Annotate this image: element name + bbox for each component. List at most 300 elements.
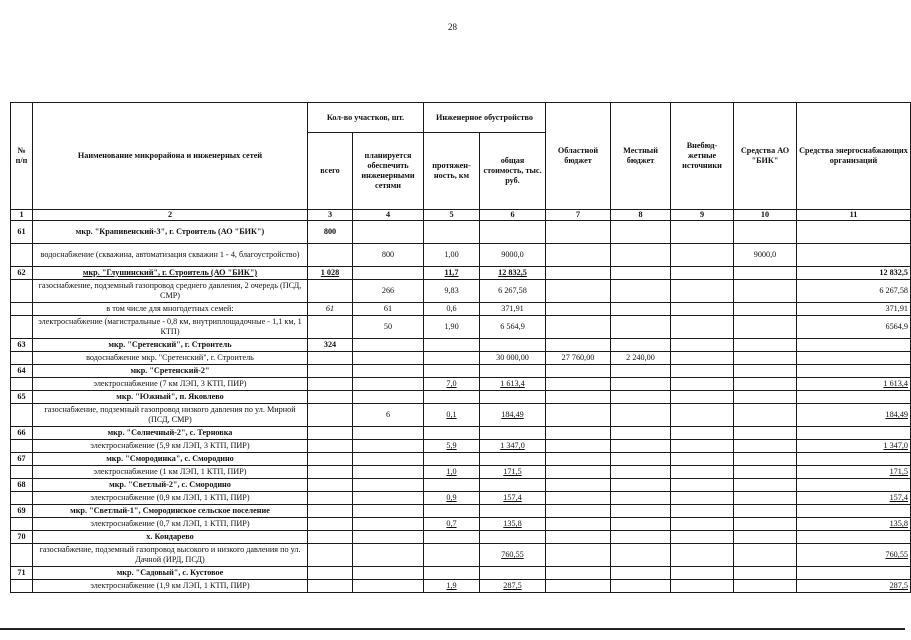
- header-name: Наименование микрорайона и инженерных сетей: [33, 103, 308, 210]
- row-name-cell: электроснабжение (магистральные - 0,8 км, внутриплощадочные - 1,1 км, 1 КТП): [33, 316, 308, 339]
- microdistrict-row: [11, 221, 911, 244]
- length-cell: [424, 567, 480, 580]
- row-number-cell: [11, 244, 33, 267]
- column-number: 9: [671, 210, 734, 221]
- sections-planned-cell: 50: [353, 316, 424, 339]
- column-number: 4: [353, 210, 424, 221]
- bik-funds-cell: [734, 303, 797, 316]
- bik-funds-cell: [734, 466, 797, 479]
- header-length: протяжен-ность, км: [424, 133, 480, 210]
- sections-total-cell: [308, 440, 353, 453]
- row-number-cell: 63: [11, 339, 33, 352]
- regional-budget-cell: [546, 544, 611, 567]
- local-budget-cell: [611, 544, 671, 567]
- energy-funds-cell: 157,4: [797, 492, 911, 505]
- cost-cell: [480, 531, 546, 544]
- row-number-cell: [11, 404, 33, 427]
- extrabudget-cell: [671, 378, 734, 391]
- row-name-cell: газоснабжение, подземный газопровод высокого и низкого давления по ул. Дачной (ИРД, ПСД): [33, 544, 308, 567]
- regional-budget-cell: [546, 280, 611, 303]
- extrabudget-cell: [671, 518, 734, 531]
- extrabudget-cell: [671, 531, 734, 544]
- sections-planned-cell: [353, 567, 424, 580]
- row-name-cell: х. Кондарево: [33, 531, 308, 544]
- microdistrict-row: [11, 453, 911, 466]
- regional-budget-cell: [546, 518, 611, 531]
- extrabudget-cell: [671, 453, 734, 466]
- sections-planned-cell: 800: [353, 244, 424, 267]
- sections-total-cell: [308, 316, 353, 339]
- local-budget-cell: [611, 365, 671, 378]
- sections-planned-cell: [353, 492, 424, 505]
- row-name-cell: электроснабжение (7 км ЛЭП, 3 КТП, ПИР): [33, 378, 308, 391]
- cost-cell: [480, 567, 546, 580]
- regional-budget-cell: [546, 580, 611, 593]
- cost-cell: 12 832,5: [480, 267, 546, 280]
- local-budget-cell: [611, 531, 671, 544]
- row-number-cell: 70: [11, 531, 33, 544]
- header-total: всего: [308, 133, 353, 210]
- extrabudget-cell: [671, 244, 734, 267]
- energy-funds-cell: [797, 479, 911, 492]
- sections-total-cell: [308, 391, 353, 404]
- length-cell: [424, 391, 480, 404]
- cost-cell: 6 564,9: [480, 316, 546, 339]
- bik-funds-cell: 9000,0: [734, 244, 797, 267]
- network-row: [11, 378, 911, 391]
- local-budget-cell: [611, 492, 671, 505]
- row-number-cell: [11, 518, 33, 531]
- cost-cell: 171,5: [480, 466, 546, 479]
- row-name-cell: электроснабжение (5,9 км ЛЭП, 3 КТП, ПИР): [33, 440, 308, 453]
- regional-budget-cell: [546, 479, 611, 492]
- row-name-cell: в том числе для многодетных семей:: [33, 303, 308, 316]
- page-bottom-rule: [0, 628, 905, 630]
- row-number-cell: 62: [11, 267, 33, 280]
- header-planned: планируется обеспечить инженерными сетями: [353, 133, 424, 210]
- row-number-cell: [11, 352, 33, 365]
- local-budget-cell: [611, 427, 671, 440]
- length-cell: 0,9: [424, 492, 480, 505]
- row-name-cell: водоснабжение мкр. "Сретенский", г. Строитель: [33, 352, 308, 365]
- network-row: [11, 404, 911, 427]
- extrabudget-cell: [671, 567, 734, 580]
- sections-total-cell: 1 028: [308, 267, 353, 280]
- header-bik: Средства АО "БИК": [734, 103, 797, 210]
- row-name-cell: мкр. "Глушинский", г. Строитель (АО "БИК"): [33, 267, 308, 280]
- local-budget-cell: [611, 244, 671, 267]
- row-name-cell: электроснабжение (0,7 км ЛЭП, 1 КТП, ПИР): [33, 518, 308, 531]
- local-budget-cell: [611, 391, 671, 404]
- bik-funds-cell: [734, 518, 797, 531]
- investment-table: [10, 102, 911, 593]
- sections-planned-cell: [353, 531, 424, 544]
- length-cell: 0,6: [424, 303, 480, 316]
- length-cell: [424, 544, 480, 567]
- sections-total-cell: [308, 531, 353, 544]
- extrabudget-cell: [671, 427, 734, 440]
- bik-funds-cell: [734, 391, 797, 404]
- extrabudget-cell: [671, 221, 734, 244]
- sections-total-cell: [308, 352, 353, 365]
- sections-total-cell: 324: [308, 339, 353, 352]
- length-cell: [424, 339, 480, 352]
- regional-budget-cell: [546, 505, 611, 518]
- header-sections-count: Кол-во участков, шт.: [308, 103, 424, 133]
- network-row: [11, 280, 911, 303]
- row-name-cell: электроснабжение (0,9 км ЛЭП, 1 КТП, ПИР): [33, 492, 308, 505]
- length-cell: 7,0: [424, 378, 480, 391]
- length-cell: [424, 531, 480, 544]
- sections-total-cell: [308, 280, 353, 303]
- extrabudget-cell: [671, 303, 734, 316]
- energy-funds-cell: 135,8: [797, 518, 911, 531]
- cost-cell: 371,91: [480, 303, 546, 316]
- sections-planned-cell: 266: [353, 280, 424, 303]
- energy-funds-cell: [797, 244, 911, 267]
- regional-budget-cell: [546, 378, 611, 391]
- sections-planned-cell: [353, 352, 424, 365]
- header-regional: Областной бюджет: [546, 103, 611, 210]
- extrabudget-cell: [671, 479, 734, 492]
- network-row: [11, 466, 911, 479]
- row-number-cell: [11, 316, 33, 339]
- length-cell: 9,83: [424, 280, 480, 303]
- regional-budget-cell: [546, 466, 611, 479]
- row-number-cell: 64: [11, 365, 33, 378]
- header-energy: Средства энергоснабжающих организаций: [797, 103, 911, 210]
- cost-cell: 1 613,4: [480, 378, 546, 391]
- row-number-cell: [11, 544, 33, 567]
- row-number-cell: 68: [11, 479, 33, 492]
- regional-budget-cell: 27 760,00: [546, 352, 611, 365]
- sections-planned-cell: [353, 365, 424, 378]
- bik-funds-cell: [734, 339, 797, 352]
- length-cell: 1,0: [424, 466, 480, 479]
- extrabudget-cell: [671, 492, 734, 505]
- column-number: 8: [611, 210, 671, 221]
- sections-total-cell: 61: [308, 303, 353, 316]
- local-budget-cell: [611, 221, 671, 244]
- sections-planned-cell: [353, 580, 424, 593]
- row-name-cell: мкр. "Солнечный-2", с. Терновка: [33, 427, 308, 440]
- length-cell: [424, 221, 480, 244]
- header-local: Местный бюджет: [611, 103, 671, 210]
- column-number: 3: [308, 210, 353, 221]
- row-number-cell: [11, 580, 33, 593]
- energy-funds-cell: 1 613,4: [797, 378, 911, 391]
- cost-cell: [480, 221, 546, 244]
- row-name-cell: водоснабжение (скважина, автоматизация скважин 1 - 4, благоустройство): [33, 244, 308, 267]
- regional-budget-cell: [546, 339, 611, 352]
- local-budget-cell: [611, 378, 671, 391]
- sections-total-cell: [308, 492, 353, 505]
- sections-planned-cell: [353, 267, 424, 280]
- length-cell: 1,90: [424, 316, 480, 339]
- local-budget-cell: [611, 466, 671, 479]
- energy-funds-cell: [797, 427, 911, 440]
- cost-cell: [480, 339, 546, 352]
- local-budget-cell: [611, 404, 671, 427]
- energy-funds-cell: 184,49: [797, 404, 911, 427]
- sections-planned-cell: [353, 453, 424, 466]
- length-cell: [424, 505, 480, 518]
- microdistrict-row: [11, 479, 911, 492]
- regional-budget-cell: [546, 303, 611, 316]
- regional-budget-cell: [546, 404, 611, 427]
- microdistrict-row: [11, 339, 911, 352]
- extrabudget-cell: [671, 466, 734, 479]
- length-cell: [424, 453, 480, 466]
- row-name-cell: мкр. "Светлый-1", Смородинское сельское поселение: [33, 505, 308, 518]
- length-cell: [424, 479, 480, 492]
- row-name-cell: мкр. "Крапивенский-3", г. Строитель (АО "БИК"): [33, 221, 308, 244]
- sections-total-cell: [308, 453, 353, 466]
- regional-budget-cell: [546, 492, 611, 505]
- local-budget-cell: [611, 479, 671, 492]
- sections-total-cell: [308, 404, 353, 427]
- length-cell: [424, 365, 480, 378]
- local-budget-cell: [611, 580, 671, 593]
- energy-funds-cell: [797, 567, 911, 580]
- bik-funds-cell: [734, 267, 797, 280]
- bik-funds-cell: [734, 492, 797, 505]
- local-budget-cell: [611, 440, 671, 453]
- network-row: [11, 440, 911, 453]
- bik-funds-cell: [734, 427, 797, 440]
- energy-funds-cell: [797, 453, 911, 466]
- network-row: [11, 544, 911, 567]
- row-name-cell: электроснабжение (1 км ЛЭП, 1 КТП, ПИР): [33, 466, 308, 479]
- cost-cell: [480, 391, 546, 404]
- sections-total-cell: [308, 544, 353, 567]
- bik-funds-cell: [734, 378, 797, 391]
- header-num: № п/п: [11, 103, 33, 210]
- extrabudget-cell: [671, 391, 734, 404]
- row-number-cell: [11, 378, 33, 391]
- cost-cell: [480, 453, 546, 466]
- microdistrict-row: [11, 531, 911, 544]
- cost-cell: 1 347,0: [480, 440, 546, 453]
- cost-cell: 30 000,00: [480, 352, 546, 365]
- extrabudget-cell: [671, 339, 734, 352]
- sections-total-cell: [308, 479, 353, 492]
- regional-budget-cell: [546, 267, 611, 280]
- row-name-cell: мкр. "Светлый-2", с. Смородино: [33, 479, 308, 492]
- row-number-cell: 65: [11, 391, 33, 404]
- bik-funds-cell: [734, 352, 797, 365]
- network-row: [11, 518, 911, 531]
- length-cell: 5,9: [424, 440, 480, 453]
- bik-funds-cell: [734, 404, 797, 427]
- microdistrict-row: [11, 567, 911, 580]
- bik-funds-cell: [734, 316, 797, 339]
- extrabudget-cell: [671, 365, 734, 378]
- sections-planned-cell: [353, 391, 424, 404]
- sections-total-cell: [308, 378, 353, 391]
- row-number-cell: [11, 303, 33, 316]
- row-name-cell: мкр. "Сретенский", г. Строитель: [33, 339, 308, 352]
- regional-budget-cell: [546, 453, 611, 466]
- column-number: 6: [480, 210, 546, 221]
- row-name-cell: электроснабжение (1,9 км ЛЭП, 1 КТП, ПИР): [33, 580, 308, 593]
- cost-cell: 287,5: [480, 580, 546, 593]
- sections-planned-cell: [353, 221, 424, 244]
- sections-planned-cell: [353, 378, 424, 391]
- energy-funds-cell: 287,5: [797, 580, 911, 593]
- bik-funds-cell: [734, 479, 797, 492]
- sections-total-cell: 800: [308, 221, 353, 244]
- energy-funds-cell: 1 347,0: [797, 440, 911, 453]
- sections-planned-cell: [353, 466, 424, 479]
- cost-cell: 760,55: [480, 544, 546, 567]
- network-row: [11, 316, 911, 339]
- energy-funds-cell: 371,91: [797, 303, 911, 316]
- cost-cell: [480, 427, 546, 440]
- table-body: [11, 221, 911, 593]
- energy-funds-cell: 171,5: [797, 466, 911, 479]
- energy-funds-cell: [797, 339, 911, 352]
- cost-cell: 157,4: [480, 492, 546, 505]
- local-budget-cell: 2 240,00: [611, 352, 671, 365]
- sections-planned-cell: [353, 505, 424, 518]
- row-number-cell: 67: [11, 453, 33, 466]
- microdistrict-row: [11, 505, 911, 518]
- regional-budget-cell: [546, 221, 611, 244]
- sections-total-cell: [308, 518, 353, 531]
- sections-total-cell: [308, 427, 353, 440]
- cost-cell: 135,8: [480, 518, 546, 531]
- sections-planned-cell: [353, 518, 424, 531]
- regional-budget-cell: [546, 244, 611, 267]
- column-number: 7: [546, 210, 611, 221]
- column-number: 1: [11, 210, 33, 221]
- extrabudget-cell: [671, 544, 734, 567]
- microdistrict-row: [11, 427, 911, 440]
- row-number-cell: 66: [11, 427, 33, 440]
- local-budget-cell: [611, 453, 671, 466]
- sections-total-cell: [308, 580, 353, 593]
- bik-funds-cell: [734, 365, 797, 378]
- local-budget-cell: [611, 567, 671, 580]
- local-budget-cell: [611, 505, 671, 518]
- length-cell: 11,7: [424, 267, 480, 280]
- row-number-cell: 71: [11, 567, 33, 580]
- length-cell: 1,00: [424, 244, 480, 267]
- column-number: 10: [734, 210, 797, 221]
- sections-total-cell: [308, 466, 353, 479]
- regional-budget-cell: [546, 531, 611, 544]
- network-row: [11, 352, 911, 365]
- bik-funds-cell: [734, 580, 797, 593]
- sections-planned-cell: [353, 544, 424, 567]
- energy-funds-cell: [797, 531, 911, 544]
- row-name-cell: газоснабжение, подземный газопровод среднего давления, 2 очередь (ПСД, СМР): [33, 280, 308, 303]
- row-name-cell: мкр. "Смородинка", с. Смородино: [33, 453, 308, 466]
- extrabudget-cell: [671, 580, 734, 593]
- bik-funds-cell: [734, 567, 797, 580]
- column-number: 11: [797, 210, 911, 221]
- sections-planned-cell: [353, 479, 424, 492]
- network-row: [11, 303, 911, 316]
- energy-funds-cell: [797, 505, 911, 518]
- cost-cell: [480, 505, 546, 518]
- header-cost: общая стоимость, тыс. руб.: [480, 133, 546, 210]
- regional-budget-cell: [546, 365, 611, 378]
- bik-funds-cell: [734, 221, 797, 244]
- regional-budget-cell: [546, 391, 611, 404]
- bik-funds-cell: [734, 440, 797, 453]
- sections-planned-cell: [353, 339, 424, 352]
- row-name-cell: мкр. "Южный", п. Яковлево: [33, 391, 308, 404]
- length-cell: [424, 352, 480, 365]
- energy-funds-cell: [797, 352, 911, 365]
- row-number-cell: [11, 466, 33, 479]
- length-cell: 1,9: [424, 580, 480, 593]
- energy-funds-cell: 12 832,5: [797, 267, 911, 280]
- energy-funds-cell: [797, 221, 911, 244]
- extrabudget-cell: [671, 267, 734, 280]
- regional-budget-cell: [546, 567, 611, 580]
- row-number-cell: 69: [11, 505, 33, 518]
- row-number-cell: 61: [11, 221, 33, 244]
- extrabudget-cell: [671, 404, 734, 427]
- length-cell: 0,7: [424, 518, 480, 531]
- extrabudget-cell: [671, 280, 734, 303]
- cost-cell: 9000,0: [480, 244, 546, 267]
- bik-funds-cell: [734, 544, 797, 567]
- local-budget-cell: [611, 316, 671, 339]
- bik-funds-cell: [734, 531, 797, 544]
- header-engineering: Инженерное обустройство: [424, 103, 546, 133]
- cost-cell: 6 267,58: [480, 280, 546, 303]
- local-budget-cell: [611, 518, 671, 531]
- network-row: [11, 580, 911, 593]
- row-number-cell: [11, 492, 33, 505]
- row-number-cell: [11, 280, 33, 303]
- sections-planned-cell: [353, 427, 424, 440]
- local-budget-cell: [611, 267, 671, 280]
- column-number: 2: [33, 210, 308, 221]
- sections-total-cell: [308, 567, 353, 580]
- network-row: [11, 492, 911, 505]
- local-budget-cell: [611, 280, 671, 303]
- row-name-cell: газоснабжение, подземный газопровод низкого давления по ул. Мирной (ПСД, СМР): [33, 404, 308, 427]
- cost-cell: [480, 479, 546, 492]
- microdistrict-row: [11, 365, 911, 378]
- regional-budget-cell: [546, 427, 611, 440]
- sections-total-cell: [308, 505, 353, 518]
- local-budget-cell: [611, 339, 671, 352]
- column-number: 5: [424, 210, 480, 221]
- extrabudget-cell: [671, 352, 734, 365]
- bik-funds-cell: [734, 505, 797, 518]
- energy-funds-cell: 760,55: [797, 544, 911, 567]
- length-cell: [424, 427, 480, 440]
- row-name-cell: мкр. "Садовый", с. Кустовое: [33, 567, 308, 580]
- energy-funds-cell: 6564,9: [797, 316, 911, 339]
- cost-cell: 184,49: [480, 404, 546, 427]
- local-budget-cell: [611, 303, 671, 316]
- microdistrict-row: [11, 267, 911, 280]
- length-cell: 0,1: [424, 404, 480, 427]
- page-number: 28: [448, 22, 457, 32]
- energy-funds-cell: 6 267,58: [797, 280, 911, 303]
- row-name-cell: мкр. "Сретенский-2": [33, 365, 308, 378]
- sections-planned-cell: 61: [353, 303, 424, 316]
- regional-budget-cell: [546, 316, 611, 339]
- header-extrabudget: Внебюд-жетные источники: [671, 103, 734, 210]
